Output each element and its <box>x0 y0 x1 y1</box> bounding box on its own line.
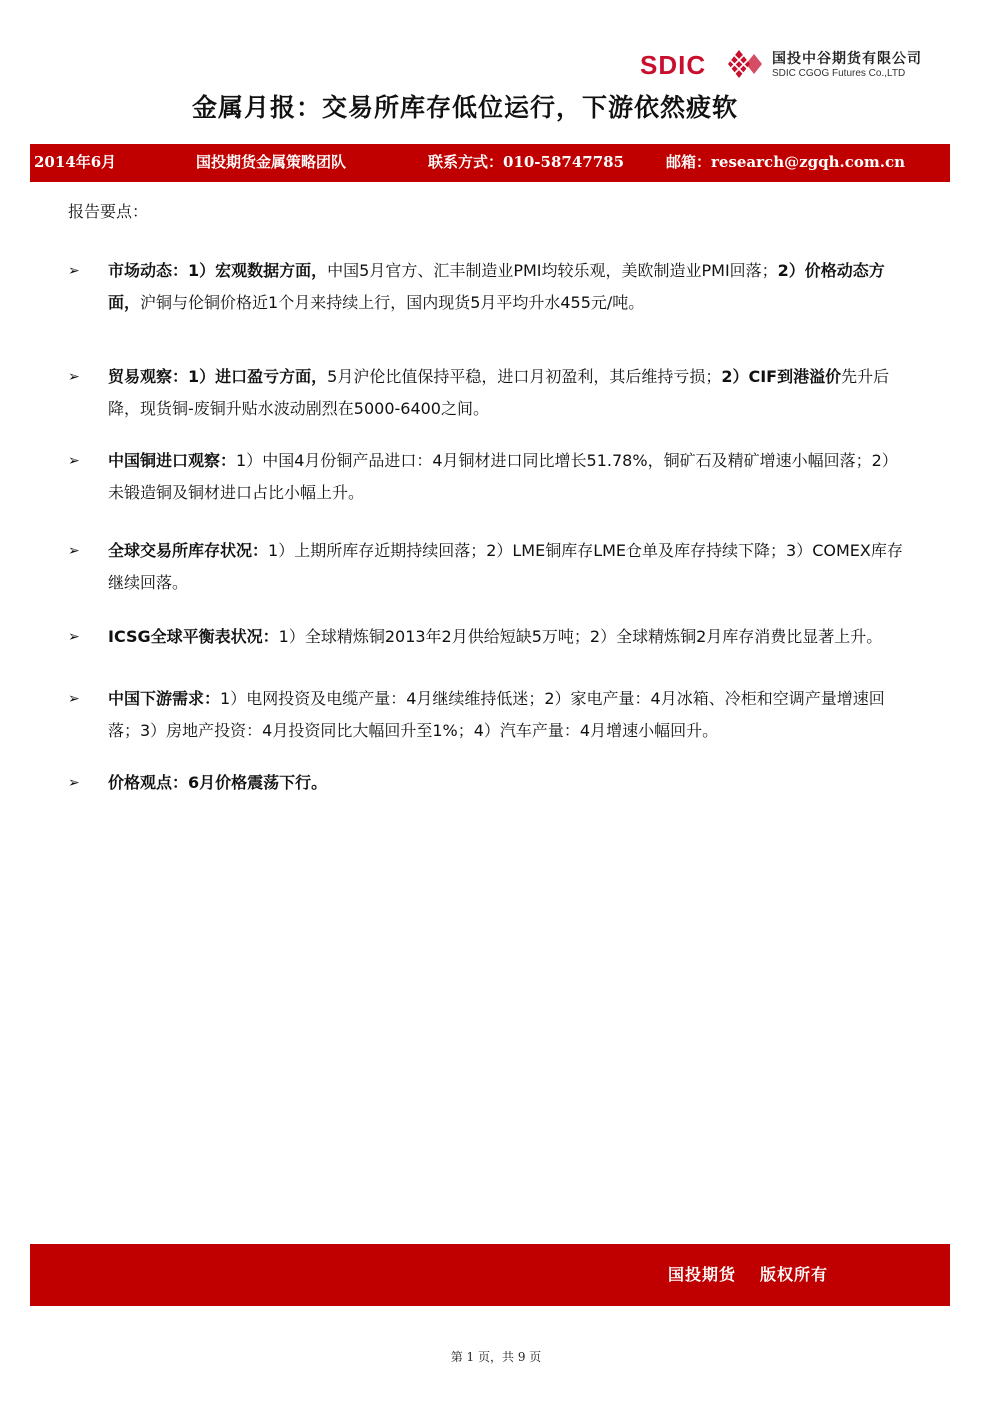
bullet-key: 2）价格动态方面， <box>108 261 885 312</box>
report-title: 金属月报：交易所库存低位运行，下游依然疲软 <box>191 93 738 122</box>
logo-brand: SDIC <box>640 50 707 80</box>
footer-bar <box>30 1244 950 1306</box>
bullet-text: 1）全球精炼铜2013年2月供给短缺5万吨；2）全球精炼铜2月库存消费比显著上升。 <box>278 627 883 646</box>
bullet-key: 价格观点：6月价格震荡下行。 <box>108 773 328 792</box>
bullet-text: 沪铜与伦铜价格近1个月来持续上行，国内现货5月平均升水455元/吨。 <box>140 293 645 312</box>
logo-diamond-icon <box>714 46 764 82</box>
bullet-key: 全球交易所库存状况： <box>108 541 269 560</box>
list-item <box>68 535 908 599</box>
arrow-bullet-icon: ➢ <box>68 263 80 279</box>
bullet-key: 中国下游需求： <box>108 689 221 708</box>
list-item <box>68 683 908 747</box>
bullet-key: 中国铜进口观察： <box>108 451 237 470</box>
bullet-key: 市场动态：1）宏观数据方面， <box>108 261 328 280</box>
company-logo <box>640 46 930 86</box>
contact-info: 联系方式：010-58747785 <box>428 153 625 171</box>
bullet-text: 1）上期所库存近期持续回落；2）LME铜库存LME仓单及库存持续下降；3）COMEX库存继续回落。 <box>108 541 903 592</box>
bullet-text: 先升后降，现货铜-废铜升贴水波动剧烈在5000-6400之间。 <box>108 367 890 418</box>
report-date: 2014年6月 <box>34 153 117 171</box>
list-item <box>68 621 908 653</box>
email-info: 邮箱：research@zgqh.com.cn <box>666 153 905 171</box>
list-item <box>68 361 908 425</box>
bullet-text: 1）中国4月份铜产品进口：4月铜材进口同比增长51.78%，铜矿石及精矿增速小幅回落；2）未锻造铜及铜材进口占比小幅上升。 <box>108 451 898 502</box>
list-item <box>68 255 908 319</box>
bullet-text: 5月沪伦比值保持平稳，进口月初盈利，其后维持亏损； <box>327 367 722 386</box>
report-team: 国投期货金属策略团队 <box>196 153 347 171</box>
arrow-bullet-icon: ➢ <box>68 775 80 791</box>
list-item <box>68 445 908 509</box>
arrow-bullet-icon: ➢ <box>68 629 80 645</box>
logo-company-en: SDIC CGOG Futures Co.,LTD <box>772 68 906 79</box>
points-heading: 报告要点： <box>68 202 149 221</box>
bullet-key: 贸易观察：1）进口盈亏方面， <box>108 367 328 386</box>
footer-rights: 版权所有 <box>759 1265 828 1284</box>
list-item <box>68 767 908 799</box>
bullet-text: 1）电网投资及电缆产量：4月继续维持低迷；2）家电产量：4月冰箱、冷柜和空调产量增速回落；3）房地产投资：4月投资同比大幅回升至1%；4）汽车产量：4月增速小幅回升。 <box>108 689 885 740</box>
copyright-notice <box>668 1262 828 1285</box>
arrow-bullet-icon: ➢ <box>68 453 80 469</box>
bullet-key: ICSG全球平衡表状况： <box>108 627 279 646</box>
arrow-bullet-icon: ➢ <box>68 543 80 559</box>
header-bar <box>30 144 950 182</box>
footer-company: 国投期货 <box>667 1265 736 1284</box>
bullet-key: 2）CIF到港溢价 <box>721 367 842 386</box>
logo-company-cn: 国投中谷期货有限公司 <box>772 51 922 67</box>
bullet-text: 中国5月官方、汇丰制造业PMI均较乐观，美欧制造业PMI回落； <box>327 261 778 280</box>
arrow-bullet-icon: ➢ <box>68 369 80 385</box>
arrow-bullet-icon: ➢ <box>68 691 80 707</box>
key-points-list <box>68 255 908 799</box>
page-number: 第 1 页，共 9 页 <box>450 1350 542 1364</box>
